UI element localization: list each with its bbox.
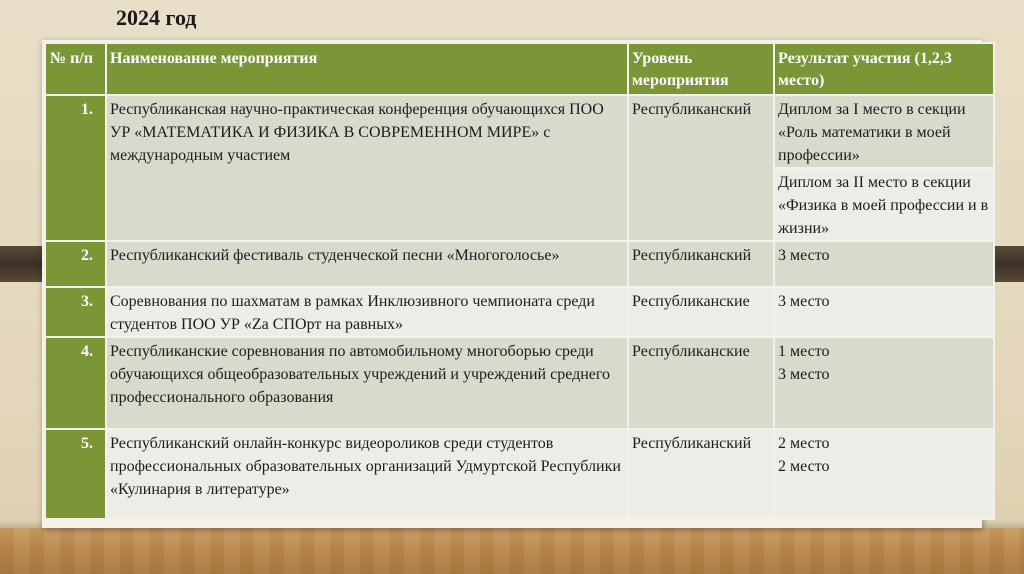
row-result: Диплом за I место в секции «Роль математики в моей профессии» xyxy=(774,95,994,168)
header-event-level: Уровень мероприятия xyxy=(628,43,774,95)
table-header-row xyxy=(45,43,994,95)
row-event-level: Республиканский xyxy=(628,95,774,241)
row-event-level: Республиканские xyxy=(628,337,774,429)
table-row xyxy=(45,95,994,168)
row-result: 1 место xyxy=(778,343,830,360)
row-number: 3. xyxy=(45,287,106,337)
row-number: 1. xyxy=(45,95,106,241)
header-result: Результат участия (1,2,3 место) xyxy=(774,43,994,95)
row-result: 2 место xyxy=(778,435,830,452)
table-row xyxy=(45,337,994,429)
row-number: 2. xyxy=(45,241,106,287)
row-result: 3 место xyxy=(774,287,994,337)
row-result-list xyxy=(774,429,994,519)
events-table xyxy=(44,42,995,520)
row-event-level: Республиканские xyxy=(628,287,774,337)
row-number: 5. xyxy=(45,429,106,519)
table-row xyxy=(45,287,994,337)
header-event-name: Наименование мероприятия xyxy=(106,43,628,95)
row-result: 2 место xyxy=(778,458,830,475)
row-event-name: Республиканская научно-практическая конференция обучающихся ПОО УР «МАТЕМАТИКА И ФИЗИКА В СОВРЕМЕННОМ МИРЕ» с международным участием xyxy=(106,95,628,241)
row-event-name: Республиканский фестиваль студенческой песни «Многоголосье» xyxy=(106,241,628,287)
row-result: Диплом за II место в секции «Физика в моей профессии и в жизни» xyxy=(774,168,994,241)
row-result: 3 место xyxy=(774,241,994,287)
row-event-level: Республиканский xyxy=(628,241,774,287)
row-number: 4. xyxy=(45,337,106,429)
row-result-list xyxy=(774,337,994,429)
header-number: № п/п xyxy=(45,43,106,95)
wooden-surface xyxy=(0,528,1024,574)
row-event-level: Республиканский xyxy=(628,429,774,519)
row-event-name: Республиканские соревнования по автомобильному многоборью среди обучающихся общеобразовательных учреждений и учреждений среднего профессионального образования xyxy=(106,337,628,429)
slide-title: 2024 год xyxy=(116,5,197,30)
row-event-name: Республиканский онлайн-конкурс видеороликов среди студентов профессиональных образовательных организаций Удмуртской Республики «Кулинария в литературе» xyxy=(106,429,628,519)
row-event-name: Соревнования по шахматам в рамках Инклюзивного чемпионата среди студентов ПОО УР «Zа СПОрт на равных» xyxy=(106,287,628,337)
row-result: 3 место xyxy=(778,366,830,383)
table-row xyxy=(45,241,994,287)
table-row xyxy=(45,429,994,519)
